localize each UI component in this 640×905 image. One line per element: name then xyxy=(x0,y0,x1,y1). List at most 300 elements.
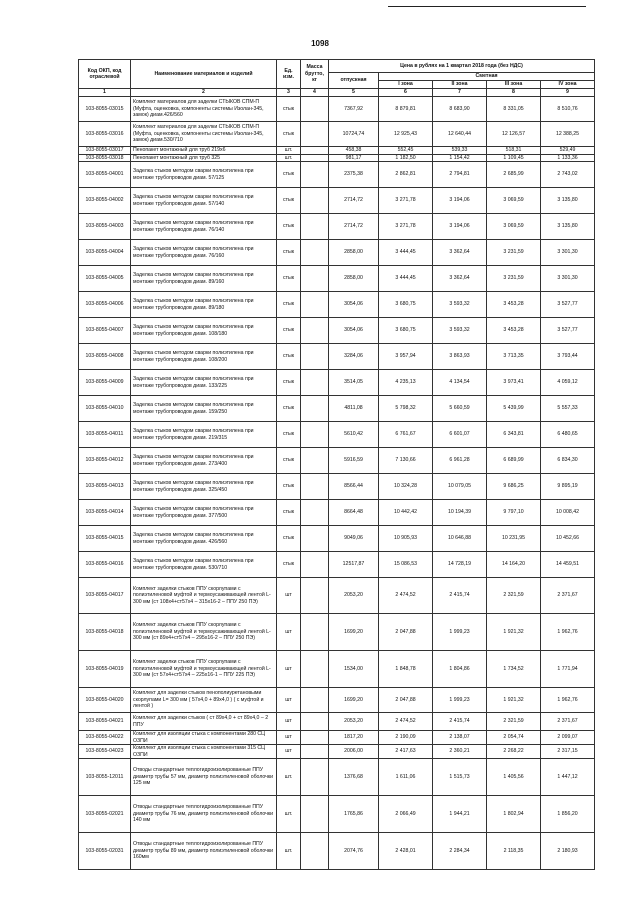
row-unit: шт xyxy=(277,713,301,731)
row-price-zone-4: 2 180,93 xyxy=(541,833,595,870)
row-price-zone-3: 1 921,32 xyxy=(487,614,541,651)
row-price-otpusknaya: 8664,48 xyxy=(329,500,379,526)
row-mass xyxy=(301,214,329,240)
row-unit: стык xyxy=(277,318,301,344)
row-unit: шт xyxy=(277,745,301,759)
price-table-body xyxy=(79,97,595,870)
row-price-zone-4: 2 317,15 xyxy=(541,745,595,759)
row-price-zone-2: 5 660,59 xyxy=(433,396,487,422)
row-price-zone-1: 10 324,28 xyxy=(379,474,433,500)
row-unit: стык xyxy=(277,122,301,147)
row-price-zone-4: 2 371,67 xyxy=(541,578,595,614)
row-price-zone-3: 2 321,59 xyxy=(487,578,541,614)
row-price-zone-4: 12 388,25 xyxy=(541,122,595,147)
row-mass xyxy=(301,578,329,614)
row-name: Отводы стандартные теплогидроизолированные ППУ диаметр трубы 57 мм, диаметр полиэтиленовой оболочки 125 мм xyxy=(131,759,277,796)
row-name: Заделка стыков методом сварки полиэтилена при монтаже трубопроводов диам. 133/225 xyxy=(131,370,277,396)
row-name: Комплект материалов для заделки СТЫКОВ СПМ-П (Муфта, оценковка, компоненты системы Изолан-345, замок) диам.530/710 xyxy=(131,122,277,147)
row-price-zone-3: 2 685,99 xyxy=(487,162,541,188)
row-price-zone-2: 2 415,74 xyxy=(433,578,487,614)
row-name: Комплект материалов для заделки СТЫКОВ СПМ-П (Муфта, оценковка, компоненты системы Изолан-345, замок) диам.426/560 xyxy=(131,97,277,122)
row-price-zone-1: 2 190,09 xyxy=(379,731,433,745)
row-mass xyxy=(301,266,329,292)
row-unit: стык xyxy=(277,474,301,500)
row-price-otpusknaya: 2006,00 xyxy=(329,745,379,759)
row-name: Комплект заделки стыков ППУ скорлупами с полиэтиленовой муфтой и термоусаживающей лентой L-300 мм (ст 57x4+ст57x4 – 225x16-1 – ППУ 225 ПЭ) xyxy=(131,651,277,688)
row-name: Комплект для изоляции стыка с компонентами 315 СЦ ОЗПИ xyxy=(131,745,277,759)
row-mass xyxy=(301,162,329,188)
row-price-otpusknaya: 1817,20 xyxy=(329,731,379,745)
row-name: Отводы стандартные теплогидроизолированные ППУ диаметр трубы 76 мм, диаметр полиэтиленовой оболочки 140 мм xyxy=(131,796,277,833)
row-unit: шт xyxy=(277,688,301,713)
row-code: 103-8055-04003 xyxy=(79,214,131,240)
row-price-zone-3: 3 231,59 xyxy=(487,240,541,266)
column-index: 3 xyxy=(277,89,301,97)
row-price-zone-1: 3 271,78 xyxy=(379,188,433,214)
row-price-zone-1: 1 611,06 xyxy=(379,759,433,796)
row-price-zone-2: 2 284,34 xyxy=(433,833,487,870)
header-zone-1: I зона xyxy=(379,81,433,89)
row-price-zone-4: 1 962,76 xyxy=(541,688,595,713)
row-price-zone-1: 2 066,49 xyxy=(379,796,433,833)
row-mass xyxy=(301,796,329,833)
row-unit: стык xyxy=(277,97,301,122)
row-unit: стык xyxy=(277,396,301,422)
row-mass xyxy=(301,154,329,162)
row-price-zone-2: 2 794,81 xyxy=(433,162,487,188)
row-unit: шт. xyxy=(277,154,301,162)
row-price-zone-2: 3 593,32 xyxy=(433,292,487,318)
table-row xyxy=(79,240,595,266)
row-price-zone-1: 3 680,75 xyxy=(379,318,433,344)
row-price-zone-3: 10 231,95 xyxy=(487,526,541,552)
row-mass xyxy=(301,370,329,396)
table-row xyxy=(79,651,595,688)
row-price-zone-3: 1 802,94 xyxy=(487,796,541,833)
row-price-zone-2: 14 728,19 xyxy=(433,552,487,578)
row-price-zone-4: 1 962,76 xyxy=(541,614,595,651)
row-price-otpusknaya: 2714,72 xyxy=(329,214,379,240)
row-price-zone-3: 1 405,56 xyxy=(487,759,541,796)
table-row xyxy=(79,474,595,500)
row-price-zone-4: 3 135,80 xyxy=(541,214,595,240)
header-zone-3: III зона xyxy=(487,81,541,89)
row-price-zone-4: 3 527,77 xyxy=(541,318,595,344)
row-name: Заделка стыков методом сварки полиэтилена при монтаже трубопроводов диам. 108/180 xyxy=(131,318,277,344)
row-price-zone-1: 5 798,32 xyxy=(379,396,433,422)
column-index: 9 xyxy=(541,89,595,97)
row-price-zone-2: 2 138,07 xyxy=(433,731,487,745)
row-name: Заделка стыков методом сварки полиэтилена при монтаже трубопроводов диам. 76/160 xyxy=(131,240,277,266)
price-table xyxy=(78,59,595,870)
row-name: Комплект для изоляции стыка с компонентами 280 СЦ ОЗПИ xyxy=(131,731,277,745)
row-code: 103-8055-04015 xyxy=(79,526,131,552)
row-price-zone-3: 9 686,25 xyxy=(487,474,541,500)
row-price-otpusknaya: 2375,38 xyxy=(329,162,379,188)
row-code: 103-8055-04008 xyxy=(79,344,131,370)
row-mass xyxy=(301,474,329,500)
row-mass xyxy=(301,552,329,578)
row-name: Заделка стыков методом сварки полиэтилена при монтаже трубопроводов диам. 219/315 xyxy=(131,422,277,448)
row-price-otpusknaya: 3514,05 xyxy=(329,370,379,396)
header-zone-4: IV зона xyxy=(541,81,595,89)
row-code: 103-8055-04014 xyxy=(79,500,131,526)
column-index: 1 xyxy=(79,89,131,97)
row-unit: стык xyxy=(277,266,301,292)
row-price-zone-1: 1 848,78 xyxy=(379,651,433,688)
row-price-otpusknaya: 9049,06 xyxy=(329,526,379,552)
row-mass xyxy=(301,396,329,422)
row-price-otpusknaya: 8566,44 xyxy=(329,474,379,500)
row-unit: стык xyxy=(277,344,301,370)
row-name: Заделка стыков методом сварки полиэтилена при монтаже трубопроводов диам. 273/400 xyxy=(131,448,277,474)
row-price-zone-1: 10 905,93 xyxy=(379,526,433,552)
header-otpusknaya: отпускная xyxy=(329,73,379,89)
row-price-zone-4: 9 895,19 xyxy=(541,474,595,500)
row-name: Комплект заделки стыков ППУ скорлупами с полиэтиленовой муфтой и термоусаживающей лентой L-300 мм (ст 89x4+ст57x4 – 295x16-2 – ППУ 250 ПЭ) xyxy=(131,614,277,651)
row-price-zone-4: 2 371,67 xyxy=(541,713,595,731)
column-index: 6 xyxy=(379,89,433,97)
row-price-zone-2: 1 999,23 xyxy=(433,614,487,651)
table-row xyxy=(79,500,595,526)
row-price-zone-4: 4 059,12 xyxy=(541,370,595,396)
row-price-otpusknaya: 5610,42 xyxy=(329,422,379,448)
row-price-otpusknaya: 2074,76 xyxy=(329,833,379,870)
row-price-zone-4: 1 856,20 xyxy=(541,796,595,833)
column-index-row xyxy=(79,89,595,97)
row-price-zone-4: 3 135,80 xyxy=(541,188,595,214)
row-price-zone-4: 3 301,30 xyxy=(541,240,595,266)
row-name: Заделка стыков методом сварки полиэтилена при монтаже трубопроводов диам. 325/450 xyxy=(131,474,277,500)
row-name: Заделка стыков методом сварки полиэтилена при монтаже трубопроводов диам. 76/140 xyxy=(131,214,277,240)
row-unit: стык xyxy=(277,422,301,448)
row-code: 103-8055-04001 xyxy=(79,162,131,188)
row-name: Заделка стыков методом сварки полиэтилена при монтаже трубопроводов диам. 57/140 xyxy=(131,188,277,214)
row-price-zone-1: 7 130,66 xyxy=(379,448,433,474)
table-row xyxy=(79,552,595,578)
row-mass xyxy=(301,318,329,344)
row-price-zone-1: 15 086,53 xyxy=(379,552,433,578)
row-unit: стык xyxy=(277,500,301,526)
row-price-zone-4: 3 793,44 xyxy=(541,344,595,370)
row-price-otpusknaya: 1376,68 xyxy=(329,759,379,796)
header-unit: Ед. изм. xyxy=(277,60,301,89)
row-mass xyxy=(301,122,329,147)
row-mass xyxy=(301,344,329,370)
row-mass xyxy=(301,188,329,214)
row-code: 103-8055-04023 xyxy=(79,745,131,759)
row-price-zone-1: 2 047,88 xyxy=(379,614,433,651)
row-price-zone-1: 3 444,45 xyxy=(379,266,433,292)
row-price-zone-4: 10 452,66 xyxy=(541,526,595,552)
row-price-zone-2: 1 944,21 xyxy=(433,796,487,833)
row-price-zone-2: 2 360,21 xyxy=(433,745,487,759)
page-number: 1098 xyxy=(311,39,329,48)
row-price-zone-2: 1 154,42 xyxy=(433,154,487,162)
row-name: Заделка стыков методом сварки полиэтилена при монтаже трубопроводов диам. 108/200 xyxy=(131,344,277,370)
row-price-zone-3: 3 453,28 xyxy=(487,318,541,344)
row-price-otpusknaya: 3284,06 xyxy=(329,344,379,370)
row-code: 103-8055-04021 xyxy=(79,713,131,731)
row-price-zone-2: 10 079,05 xyxy=(433,474,487,500)
row-code: 103-8055-03016 xyxy=(79,122,131,147)
row-name: Пенопакет монтажный для труб 219x6 xyxy=(131,147,277,155)
row-unit: стык xyxy=(277,370,301,396)
row-unit: стык xyxy=(277,292,301,318)
row-name: Комплект заделки стыков ППУ скорлупами с полиэтиленовой муфтой и термоусаживающей лентой L-300 мм (ст 108x4+ст57x4 – 315x16-2 – ППУ 250 ПЭ) xyxy=(131,578,277,614)
row-price-zone-4: 1 133,36 xyxy=(541,154,595,162)
row-mass xyxy=(301,422,329,448)
row-mass xyxy=(301,614,329,651)
table-row xyxy=(79,162,595,188)
row-price-zone-1: 12 925,43 xyxy=(379,122,433,147)
row-mass xyxy=(301,759,329,796)
row-mass xyxy=(301,147,329,155)
row-code: 103-8055-04005 xyxy=(79,266,131,292)
table-row xyxy=(79,526,595,552)
row-unit: шт xyxy=(277,651,301,688)
row-price-zone-2: 10 646,88 xyxy=(433,526,487,552)
row-code: 103-8055-02021 xyxy=(79,796,131,833)
table-row xyxy=(79,97,595,122)
row-mass xyxy=(301,240,329,266)
row-name: Пенопакет монтажный для труб 325 xyxy=(131,154,277,162)
row-price-zone-4: 529,49 xyxy=(541,147,595,155)
row-price-zone-2: 6 961,28 xyxy=(433,448,487,474)
row-price-zone-1: 1 182,50 xyxy=(379,154,433,162)
row-price-zone-3: 1 109,45 xyxy=(487,154,541,162)
row-unit: стык xyxy=(277,240,301,266)
row-name: Заделка стыков методом сварки полиэтилена при монтаже трубопроводов диам. 159/250 xyxy=(131,396,277,422)
row-price-zone-3: 3 069,59 xyxy=(487,188,541,214)
row-price-zone-3: 3 231,59 xyxy=(487,266,541,292)
row-mass xyxy=(301,526,329,552)
table-row xyxy=(79,188,595,214)
row-code: 103-8055-04020 xyxy=(79,688,131,713)
table-row xyxy=(79,122,595,147)
row-price-zone-2: 3 194,06 xyxy=(433,188,487,214)
header-price-group: Цена в рублях на 1 квартал 2018 года (без НДС) xyxy=(329,60,595,73)
row-price-otpusknaya: 3054,06 xyxy=(329,318,379,344)
row-price-zone-4: 3 301,30 xyxy=(541,266,595,292)
row-price-zone-2: 2 415,74 xyxy=(433,713,487,731)
row-price-zone-2: 1 804,86 xyxy=(433,651,487,688)
row-code: 103-8055-04017 xyxy=(79,578,131,614)
row-code: 103-8055-04018 xyxy=(79,614,131,651)
row-price-zone-2: 6 601,07 xyxy=(433,422,487,448)
header-code: Код ОКП, код отраслевой xyxy=(79,60,131,89)
table-row xyxy=(79,147,595,155)
row-unit: шт xyxy=(277,731,301,745)
row-price-zone-1: 2 417,63 xyxy=(379,745,433,759)
row-code: 103-8055-04009 xyxy=(79,370,131,396)
row-price-zone-3: 3 453,28 xyxy=(487,292,541,318)
row-unit: шт xyxy=(277,578,301,614)
row-name: Комплект для заделки стыков ( ст 89x4,0 + ст 89x4,0 – 2 ППУ xyxy=(131,713,277,731)
row-code: 103-8055-12011 xyxy=(79,759,131,796)
row-code: 103-8055-04016 xyxy=(79,552,131,578)
row-name: Комплект для заделки стыков пенополиуретановыми скорлупами L= 300 мм ( 57x4,0 + 89x4,0 ) ( с муфтой и лентой ) xyxy=(131,688,277,713)
row-price-zone-1: 8 879,81 xyxy=(379,97,433,122)
row-price-zone-3: 2 268,22 xyxy=(487,745,541,759)
row-price-zone-3: 3 713,35 xyxy=(487,344,541,370)
row-price-zone-1: 3 680,75 xyxy=(379,292,433,318)
row-price-otpusknaya: 5916,59 xyxy=(329,448,379,474)
row-price-zone-1: 10 442,42 xyxy=(379,500,433,526)
row-code: 103-8055-02031 xyxy=(79,833,131,870)
row-unit: шт. xyxy=(277,796,301,833)
row-price-zone-1: 3 271,78 xyxy=(379,214,433,240)
row-price-zone-4: 5 557,33 xyxy=(541,396,595,422)
row-price-otpusknaya: 1699,20 xyxy=(329,688,379,713)
top-rule xyxy=(388,6,586,7)
row-price-zone-1: 2 474,52 xyxy=(379,578,433,614)
row-price-otpusknaya: 2053,20 xyxy=(329,713,379,731)
table-row xyxy=(79,759,595,796)
row-code: 103-8055-04004 xyxy=(79,240,131,266)
row-price-zone-4: 6 834,30 xyxy=(541,448,595,474)
row-price-zone-3: 3 069,59 xyxy=(487,214,541,240)
row-price-zone-4: 10 008,42 xyxy=(541,500,595,526)
table-row xyxy=(79,713,595,731)
row-price-zone-1: 6 761,67 xyxy=(379,422,433,448)
row-price-zone-2: 3 194,06 xyxy=(433,214,487,240)
row-unit: шт. xyxy=(277,833,301,870)
table-row xyxy=(79,154,595,162)
row-price-zone-2: 1 999,23 xyxy=(433,688,487,713)
table-row xyxy=(79,396,595,422)
column-index: 5 xyxy=(329,89,379,97)
header-mass: Масса брутто, кг xyxy=(301,60,329,89)
row-name: Заделка стыков методом сварки полиэтилена при монтаже трубопроводов диам. 426/560 xyxy=(131,526,277,552)
row-price-zone-2: 10 194,39 xyxy=(433,500,487,526)
row-unit: стык xyxy=(277,162,301,188)
row-code: 103-8055-03015 xyxy=(79,97,131,122)
row-code: 103-8055-04006 xyxy=(79,292,131,318)
row-code: 103-8055-04022 xyxy=(79,731,131,745)
row-code: 103-8055-04012 xyxy=(79,448,131,474)
row-price-zone-3: 518,31 xyxy=(487,147,541,155)
row-price-zone-2: 8 683,90 xyxy=(433,97,487,122)
row-unit: шт. xyxy=(277,147,301,155)
row-code: 103-8055-04013 xyxy=(79,474,131,500)
row-price-zone-1: 2 428,01 xyxy=(379,833,433,870)
row-price-otpusknaya: 981,17 xyxy=(329,154,379,162)
row-name: Заделка стыков методом сварки полиэтилена при монтаже трубопроводов диам. 89/180 xyxy=(131,292,277,318)
row-price-zone-4: 2 743,02 xyxy=(541,162,595,188)
row-price-zone-1: 3 957,94 xyxy=(379,344,433,370)
table-row xyxy=(79,614,595,651)
column-index: 4 xyxy=(301,89,329,97)
row-unit: шт. xyxy=(277,759,301,796)
row-unit: стык xyxy=(277,552,301,578)
table-row xyxy=(79,731,595,745)
row-price-otpusknaya: 458,38 xyxy=(329,147,379,155)
row-price-zone-1: 2 862,81 xyxy=(379,162,433,188)
row-mass xyxy=(301,500,329,526)
table-row xyxy=(79,796,595,833)
row-price-zone-2: 3 863,93 xyxy=(433,344,487,370)
table-row xyxy=(79,370,595,396)
row-price-zone-2: 3 362,64 xyxy=(433,240,487,266)
row-unit: стык xyxy=(277,448,301,474)
row-price-zone-4: 14 459,51 xyxy=(541,552,595,578)
row-price-zone-3: 5 439,99 xyxy=(487,396,541,422)
row-price-zone-4: 3 527,77 xyxy=(541,292,595,318)
row-price-otpusknaya: 3054,06 xyxy=(329,292,379,318)
row-price-zone-3: 12 126,57 xyxy=(487,122,541,147)
row-price-otpusknaya: 12517,87 xyxy=(329,552,379,578)
row-price-zone-3: 8 331,05 xyxy=(487,97,541,122)
row-price-zone-2: 12 640,44 xyxy=(433,122,487,147)
row-price-zone-4: 1 447,12 xyxy=(541,759,595,796)
row-price-otpusknaya: 2053,20 xyxy=(329,578,379,614)
row-price-zone-3: 6 343,81 xyxy=(487,422,541,448)
row-price-zone-1: 4 235,13 xyxy=(379,370,433,396)
row-price-otpusknaya: 2858,00 xyxy=(329,240,379,266)
row-name: Заделка стыков методом сварки полиэтилена при монтаже трубопроводов диам. 377/500 xyxy=(131,500,277,526)
row-price-zone-2: 539,33 xyxy=(433,147,487,155)
table-row xyxy=(79,745,595,759)
table-row xyxy=(79,266,595,292)
row-price-zone-3: 1 921,32 xyxy=(487,688,541,713)
table-row xyxy=(79,422,595,448)
row-price-otpusknaya: 4811,08 xyxy=(329,396,379,422)
row-price-zone-3: 2 321,59 xyxy=(487,713,541,731)
row-price-zone-3: 14 164,20 xyxy=(487,552,541,578)
table-row xyxy=(79,833,595,870)
row-mass xyxy=(301,833,329,870)
table-row xyxy=(79,292,595,318)
column-index: 2 xyxy=(131,89,277,97)
row-mass xyxy=(301,448,329,474)
row-unit: стык xyxy=(277,526,301,552)
row-code: 103-8055-04007 xyxy=(79,318,131,344)
row-price-otpusknaya: 1534,00 xyxy=(329,651,379,688)
row-mass xyxy=(301,713,329,731)
row-price-zone-1: 3 444,45 xyxy=(379,240,433,266)
header-zone-2: II зона xyxy=(433,81,487,89)
row-price-zone-3: 2 118,35 xyxy=(487,833,541,870)
row-mass xyxy=(301,688,329,713)
row-price-zone-4: 2 099,07 xyxy=(541,731,595,745)
row-price-zone-1: 552,45 xyxy=(379,147,433,155)
row-price-zone-3: 3 973,41 xyxy=(487,370,541,396)
row-mass xyxy=(301,745,329,759)
row-unit: шт xyxy=(277,614,301,651)
column-index: 7 xyxy=(433,89,487,97)
row-price-zone-4: 1 771,94 xyxy=(541,651,595,688)
row-price-zone-4: 8 510,76 xyxy=(541,97,595,122)
row-price-otpusknaya: 2714,72 xyxy=(329,188,379,214)
row-price-zone-4: 6 480,65 xyxy=(541,422,595,448)
row-code: 103-8055-04011 xyxy=(79,422,131,448)
row-price-zone-3: 6 689,99 xyxy=(487,448,541,474)
row-name: Отводы стандартные теплогидроизолированные ППУ диаметр трубы 89 мм, диаметр полиэтиленовой оболочки 160мм xyxy=(131,833,277,870)
row-price-zone-2: 4 134,54 xyxy=(433,370,487,396)
row-mass xyxy=(301,731,329,745)
row-name: Заделка стыков методом сварки полиэтилена при монтаже трубопроводов диам. 89/160 xyxy=(131,266,277,292)
row-price-zone-3: 1 734,52 xyxy=(487,651,541,688)
table-row xyxy=(79,318,595,344)
row-code: 103-8055-04002 xyxy=(79,188,131,214)
table-row xyxy=(79,688,595,713)
row-code: 103-8055-03017 xyxy=(79,147,131,155)
table-row xyxy=(79,344,595,370)
row-price-zone-1: 2 047,88 xyxy=(379,688,433,713)
row-price-otpusknaya: 2858,00 xyxy=(329,266,379,292)
row-code: 103-8055-03018 xyxy=(79,154,131,162)
